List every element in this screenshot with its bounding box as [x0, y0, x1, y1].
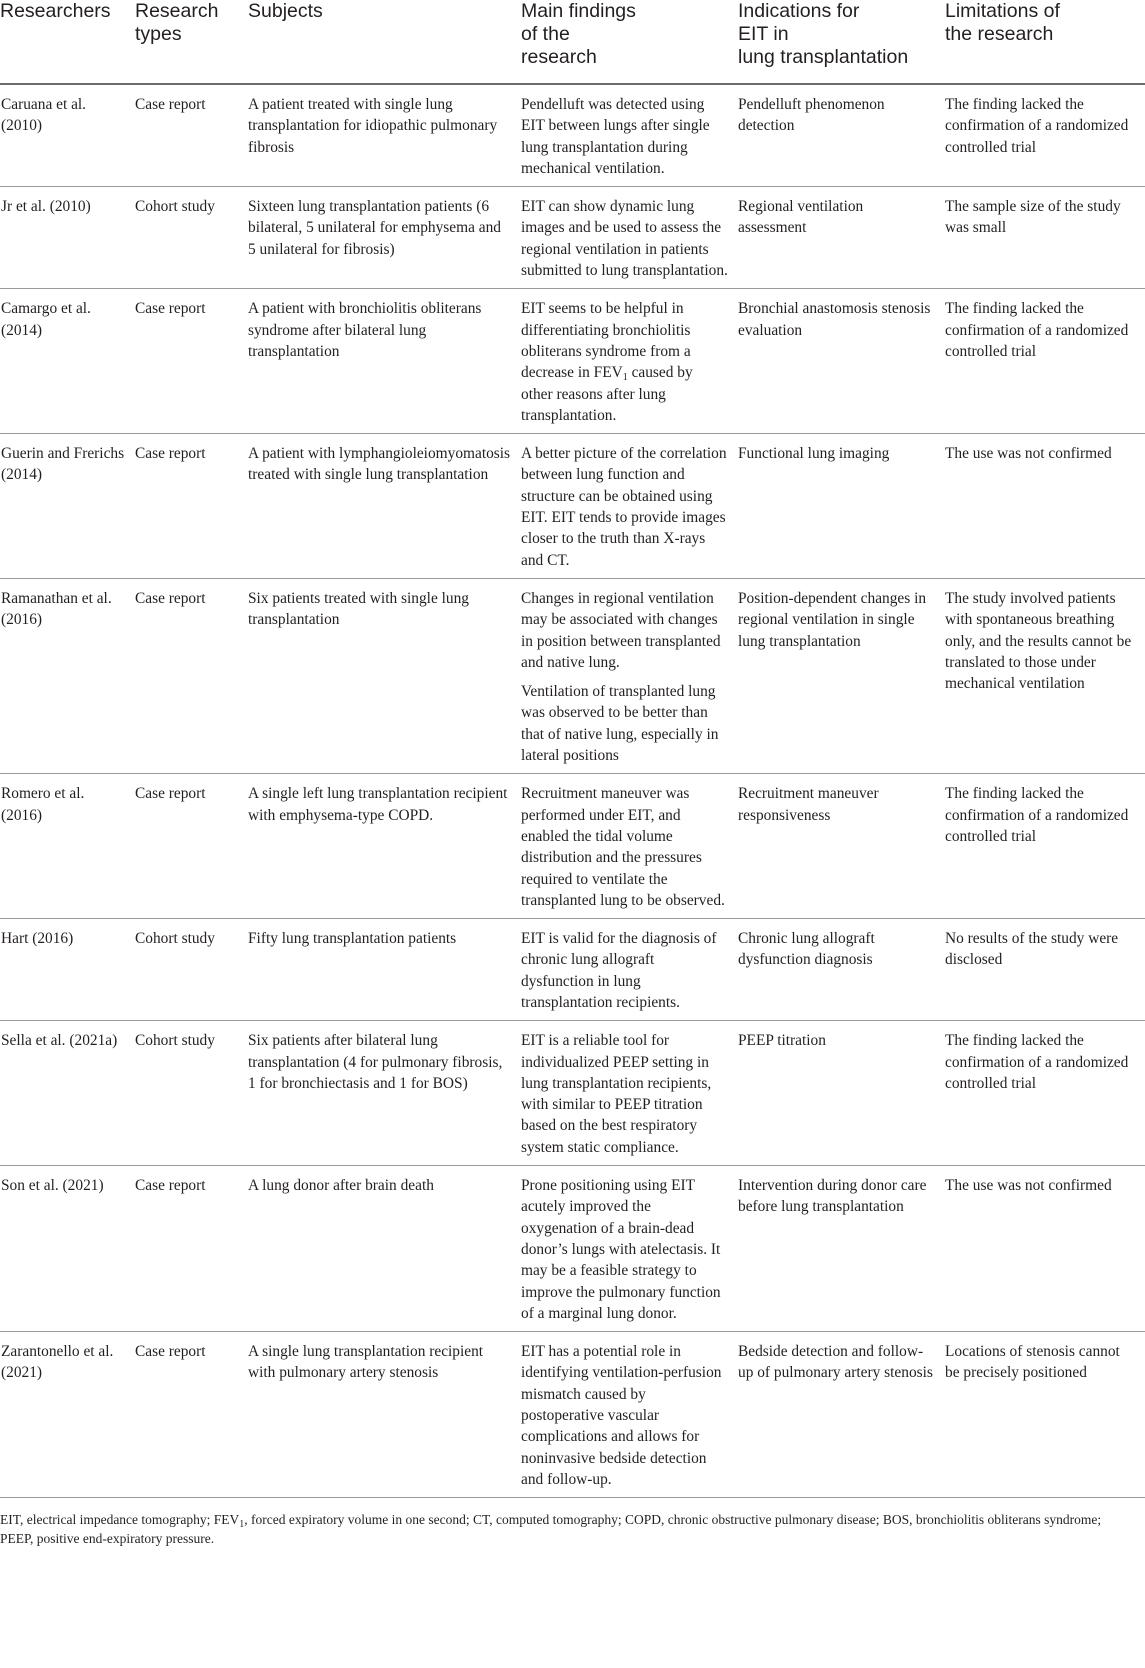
findings-paragraph: Recruitment maneuver was performed under EIT, and enabled the tidal volume distribution and the pressures required to ventilate the transplanted lung to be observed.	[521, 785, 725, 909]
cell-indications: Recruitment maneuver responsiveness	[738, 774, 945, 919]
header-main-findings: Main findings of the research	[521, 0, 738, 84]
cell-research-type: Case report	[135, 774, 248, 919]
cell-subjects: A patient with lymphangioleiomyomatosis treated with single lung transplantation	[248, 434, 521, 579]
cell-researchers: Caruana et al. (2010)	[0, 84, 135, 187]
cell-indications: PEEP titration	[738, 1021, 945, 1166]
cell-researchers: Son et al. (2021)	[0, 1166, 135, 1332]
fev-subscript: 1	[622, 372, 628, 384]
cell-limitations: The use was not confirmed	[945, 434, 1145, 579]
cell-indications: Bedside detection and follow-up of pulmonary artery stenosis	[738, 1332, 945, 1498]
cell-research-type: Case report	[135, 434, 248, 579]
table-row	[0, 289, 1145, 434]
cell-indications: Intervention during donor care before lung transplantation	[738, 1166, 945, 1332]
table-row	[0, 919, 1145, 1021]
cell-findings	[521, 774, 738, 919]
findings-text: EIT seems to be helpful in differentiating bronchiolitis obliterans syndrome from a decrease in FEV	[521, 300, 691, 382]
header-research-types: Research types	[135, 0, 248, 84]
cell-subjects: A single lung transplantation recipient with pulmonary artery stenosis	[248, 1332, 521, 1498]
findings-paragraph: A better picture of the correlation between lung function and structure can be obtained using EIT. EIT tends to provide images closer to the truth than X-rays and CT.	[521, 445, 727, 569]
cell-research-type: Case report	[135, 578, 248, 773]
table-row	[0, 187, 1145, 289]
cell-indications: Bronchial anastomosis stenosis evaluation	[738, 289, 945, 434]
cell-findings	[521, 578, 738, 773]
cell-limitations: The finding lacked the confirmation of a randomized controlled trial	[945, 1021, 1145, 1166]
cell-researchers: Romero et al. (2016)	[0, 774, 135, 919]
cell-subjects: Six patients treated with single lung transplantation	[248, 578, 521, 773]
findings-paragraph: Pendelluft was detected using EIT between lungs after single lung transplantation during mechanical ventilation.	[521, 96, 710, 177]
cell-findings	[521, 289, 738, 434]
cell-research-type: Cohort study	[135, 919, 248, 1021]
table-header	[0, 0, 1145, 84]
cell-limitations: The finding lacked the confirmation of a randomized controlled trial	[945, 774, 1145, 919]
cell-research-type: Case report	[135, 289, 248, 434]
cell-researchers: Camargo et al. (2014)	[0, 289, 135, 434]
table-body	[0, 84, 1145, 1498]
cell-limitations: The finding lacked the confirmation of a randomized controlled trial	[945, 289, 1145, 434]
table-row	[0, 1332, 1145, 1498]
cell-limitations: The sample size of the study was small	[945, 187, 1145, 289]
cell-limitations: Locations of stenosis cannot be precisely positioned	[945, 1332, 1145, 1498]
table-row	[0, 578, 1145, 773]
findings-paragraph: EIT has a potential role in identifying ventilation-perfusion mismatch caused by postoperative vascular complications and allows for noninvasive bedside detection and follow-up.	[521, 1343, 722, 1488]
header-indications: Indications for EIT in lung transplantation	[738, 0, 945, 84]
findings-paragraph	[521, 298, 728, 426]
cell-subjects: A lung donor after brain death	[248, 1166, 521, 1332]
table-footnote	[0, 1510, 1145, 1548]
cell-findings	[521, 919, 738, 1021]
table-row	[0, 434, 1145, 579]
cell-research-type: Cohort study	[135, 187, 248, 289]
table-row	[0, 1166, 1145, 1332]
cell-limitations: No results of the study were disclosed	[945, 919, 1145, 1021]
cell-findings	[521, 1021, 738, 1166]
findings-text-continued: caused by other reasons after lung transplantation.	[521, 364, 693, 424]
cell-research-type: Cohort study	[135, 1021, 248, 1166]
table-row	[0, 774, 1145, 919]
cell-findings	[521, 434, 738, 579]
cell-limitations: The study involved patients with spontaneous breathing only, and the results cannot be translated to those under mechanical ventilation	[945, 578, 1145, 773]
cell-researchers: Jr et al. (2010)	[0, 187, 135, 289]
cell-findings	[521, 187, 738, 289]
findings-paragraph: EIT is valid for the diagnosis of chronic lung allograft dysfunction in lung transplantation recipients.	[521, 930, 717, 1011]
cell-research-type: Case report	[135, 84, 248, 187]
footnote-text: EIT, electrical impedance tomography; FEV	[0, 1512, 240, 1528]
cell-researchers: Hart (2016)	[0, 919, 135, 1021]
findings-paragraph: Changes in regional ventilation may be associated with changes in position between transplanted and native lung.	[521, 589, 721, 671]
cell-research-type: Case report	[135, 1332, 248, 1498]
header-row	[0, 0, 1145, 84]
header-researchers: Researchers	[0, 0, 135, 84]
cell-findings	[521, 84, 738, 187]
footnote-subscript: 1	[239, 1519, 245, 1531]
cell-researchers: Zarantonello et al. (2021)	[0, 1332, 135, 1498]
cell-subjects: Six patients after bilateral lung transplantation (4 for pulmonary fibrosis, 1 for bronchiectasis and 1 for BOS)	[248, 1021, 521, 1166]
cell-researchers: Guerin and Frerichs (2014)	[0, 434, 135, 579]
cell-findings	[521, 1166, 738, 1332]
cell-subjects: A patient treated with single lung transplantation for idiopathic pulmonary fibrosis	[248, 84, 521, 187]
findings-paragraph: EIT can show dynamic lung images and be used to assess the regional ventilation in patients submitted to lung transplantation.	[521, 198, 728, 280]
table-row	[0, 84, 1145, 187]
findings-paragraph: Prone positioning using EIT acutely improved the oxygenation of a brain-dead donor’s lungs with atelectasis. It may be a feasible strategy to improve the pulmonary function of a marginal lung donor.	[521, 1177, 721, 1322]
cell-researchers: Sella et al. (2021a)	[0, 1021, 135, 1166]
cell-researchers: Ramanathan et al. (2016)	[0, 578, 135, 773]
cell-indications: Functional lung imaging	[738, 434, 945, 579]
cell-indications: Position-dependent changes in regional ventilation in single lung transplantation	[738, 578, 945, 773]
cell-indications: Regional ventilation assessment	[738, 187, 945, 289]
cell-limitations: The finding lacked the confirmation of a randomized controlled trial	[945, 84, 1145, 187]
header-subjects: Subjects	[248, 0, 521, 84]
cell-subjects: A single left lung transplantation recipient with emphysema-type COPD.	[248, 774, 521, 919]
cell-indications: Chronic lung allograft dysfunction diagnosis	[738, 919, 945, 1021]
header-limitations: Limitations of the research	[945, 0, 1145, 84]
findings-paragraph-2: Ventilation of transplanted lung was observed to be better than that of native lung, especially in lateral positions	[521, 683, 719, 765]
table-row	[0, 1021, 1145, 1166]
cell-indications: Pendelluft phenomenon detection	[738, 84, 945, 187]
footnote-text-continued: , forced expiratory volume in one second; CT, computed tomography; COPD, chronic obstructive pulmonary disease; BOS, bronchiolitis obliterans syndrome; PEEP, positive end-expiratory pressure.	[0, 1512, 1102, 1547]
cell-limitations: The use was not confirmed	[945, 1166, 1145, 1332]
cell-findings	[521, 1332, 738, 1498]
cell-subjects: Sixteen lung transplantation patients (6 bilateral, 5 unilateral for emphysema and 5 unilateral for fibrosis)	[248, 187, 521, 289]
findings-paragraph: EIT is a reliable tool for individualized PEEP setting in lung transplantation recipients, with similar to PEEP titration based on the best respiratory system static compliance.	[521, 1032, 712, 1156]
cell-subjects: Fifty lung transplantation patients	[248, 919, 521, 1021]
cell-subjects: A patient with bronchiolitis obliterans syndrome after bilateral lung transplantation	[248, 289, 521, 434]
cell-research-type: Case report	[135, 1166, 248, 1332]
